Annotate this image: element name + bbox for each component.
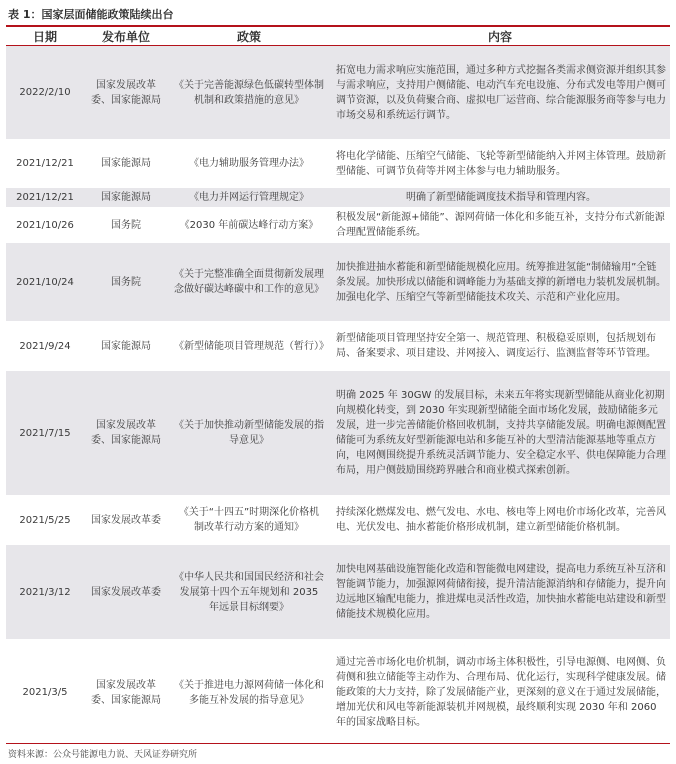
row-content: 将电化学储能、压缩空气储能、飞轮等新型储能纳入并网主体管理。鼓励新型储能、可调节负荷等并网主体参与电力辅助服务。 [330, 140, 670, 188]
row-policy: 《关于完整准确全面贯彻新发展理念做好碳达峰碳中和工作的意见》 [168, 243, 330, 322]
row-date: 2021/12/21 [6, 140, 84, 188]
table-row [6, 46, 670, 140]
row-date: 2021/3/5 [6, 640, 84, 746]
row-policy: 《关于加快推动新型储能发展的指导意见》 [168, 371, 330, 496]
row-issuer: 国家发展改革委、国家能源局 [84, 640, 168, 746]
table-row [6, 322, 670, 371]
row-policy: 《关于完善能源绿色低碳转型体制机制和政策措施的意见》 [168, 46, 330, 140]
row-issuer: 国家能源局 [84, 322, 168, 371]
row-policy: 《电力辅助服务管理办法》 [168, 140, 330, 188]
table-row [6, 371, 670, 496]
row-date: 2021/5/25 [6, 496, 84, 545]
table-row [6, 140, 670, 188]
row-issuer: 国务院 [84, 208, 168, 243]
row-policy: 《关于“十四五”时期深化价格机制改革行动方案的通知》 [168, 496, 330, 545]
row-issuer: 国家能源局 [84, 140, 168, 188]
table-row [6, 496, 670, 545]
table-row [6, 188, 670, 208]
table-title: 表 1：国家层面储能政策陆续出台 [8, 8, 174, 21]
row-issuer: 国家发展改革委、国家能源局 [84, 371, 168, 496]
row-issuer: 国务院 [84, 243, 168, 322]
row-content: 通过完善市场化电价机制，调动市场主体积极性，引导电源侧、电网侧、负荷侧和独立储能等主动作为、合理布局、优化运行，实现科学健康发展。储能政策的大力支持，除了发展储能产业，更深刻的意义在于通过发展储能，增加光伏和风电等新能源装机并网规模，最终顺利实现 2030 年和 2060 年的国家战略目标。 [330, 640, 670, 746]
row-date: 2022/2/10 [6, 46, 84, 140]
row-content: 积极发展“新能源+储能”、源网荷储一体化和多能互补，支持分布式新能源合理配置储能系统。 [330, 208, 670, 243]
source-note: 资料来源：公众号能源电力说、天风证券研究所 [8, 750, 198, 760]
row-policy: 《关于推进电力源网荷储一体化和多能互补发展的指导意见》 [168, 640, 330, 746]
row-content: 持续深化燃煤发电、燃气发电、水电、核电等上网电价市场化改革，完善风电、光伏发电、抽水蓄能价格形成机制，建立新型储能价格机制。 [330, 496, 670, 545]
row-content: 加快推进抽水蓄能和新型储能规模化应用。统筹推进氢能“制储输用”全链条发展。加快形成以储能和调峰能力为基础支撑的新增电力装机发展机制。加强电化学、压缩空气等新型储能技术攻关、示范和产业化应用。 [330, 243, 670, 322]
row-content: 拓宽电力需求响应实施范围，通过多种方式挖掘各类需求侧资源并组织其参与需求响应，支持用户侧储能、电动汽车充电设施、分布式发电等用户侧可调节资源，以及负荷聚合商、虚拟电厂运营商、综合能源服务商等参与电力市场交易和系统运行调节。 [330, 46, 670, 140]
row-policy: 《新型储能项目管理规范（暂行）》 [168, 322, 330, 371]
row-policy: 《中华人民共和国国民经济和社会发展第十四个五年规划和 2035 年远景目标纲要》 [168, 545, 330, 640]
header-issuer: 发布单位 [84, 28, 168, 46]
table-header-row [6, 28, 670, 46]
table-row [6, 208, 670, 243]
header-date: 日期 [6, 28, 84, 46]
table-row [6, 640, 670, 746]
row-date: 2021/3/12 [6, 545, 84, 640]
row-date: 2021/9/24 [6, 322, 84, 371]
table-row [6, 545, 670, 640]
bottom-rule [6, 743, 670, 744]
row-date: 2021/10/26 [6, 208, 84, 243]
row-issuer: 国家发展改革委、国家能源局 [84, 46, 168, 140]
row-content: 加快电网基础设施智能化改造和智能微电网建设，提高电力系统互补互济和智能调节能力，加强源网荷储衔接，提升清洁能源消纳和存储能力，提升向边远地区输配电能力，推进煤电灵活性改造，加快抽水蓄能电站建设和新型储能技术规模化应用。 [330, 545, 670, 640]
row-content: 明确 2025 年 30GW 的发展目标，未来五年将实现新型储能从商业化初期向规模化转变，到 2030 年实现新型储能全面市场化发展，鼓励储能多元发展，进一步完善储能价格回收机制，支持共享储能发展。明确电源侧配置储能可为系统友好型新能源电站和多能互补的大型清洁能源基地等重点方向，电网侧围绕提升系统灵活调节能力、安全稳定水平、供电保障能力合理布局，用户侧鼓励围绕跨界融合和商业模式探索创新。 [330, 371, 670, 496]
row-content: 明确了新型储能调度技术指导和管理内容。 [330, 188, 670, 208]
row-content: 新型储能项目管理坚持安全第一、规范管理、积极稳妥原则，包括规划布局、备案要求、项目建设、并网接入、调度运行、监测监督等环节管理。 [330, 322, 670, 371]
table-row [6, 243, 670, 322]
header-policy: 政策 [168, 28, 330, 46]
policy-table [6, 28, 670, 746]
row-issuer: 国家发展改革委 [84, 496, 168, 545]
row-date: 2021/12/21 [6, 188, 84, 208]
header-content: 内容 [330, 28, 670, 46]
row-issuer: 国家能源局 [84, 188, 168, 208]
top-rule [6, 25, 670, 27]
row-date: 2021/7/15 [6, 371, 84, 496]
row-issuer: 国家发展改革委 [84, 545, 168, 640]
row-date: 2021/10/24 [6, 243, 84, 322]
row-policy: 《电力并网运行管理规定》 [168, 188, 330, 208]
row-policy: 《2030 年前碳达峰行动方案》 [168, 208, 330, 243]
